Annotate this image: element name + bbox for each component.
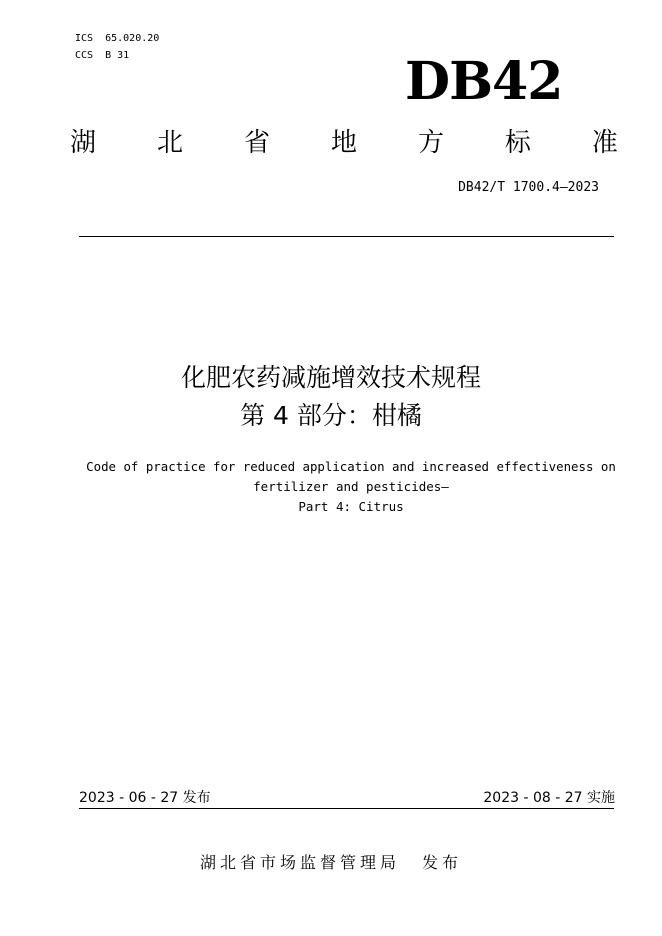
db42-logo: DB42: [405, 51, 563, 112]
issuer-name: 湖北省市场监督管理局: [199, 853, 400, 872]
standard-type-char: 标: [504, 128, 531, 158]
standard-type-char: 湖: [70, 128, 97, 158]
bottom-divider: [79, 808, 614, 809]
standard-type-heading: [70, 126, 618, 160]
ics-code: ICS 65.020.20: [75, 33, 160, 44]
standard-number: DB42/T 1700.4—2023: [458, 180, 599, 195]
title-english-line: fertilizer and pesticides—: [253, 479, 449, 494]
title-english-line: Code of practice for reduced application and increased effectiveness on: [86, 459, 616, 474]
standard-type-char: 方: [417, 128, 444, 158]
issuer-action: 发布: [422, 853, 463, 872]
top-divider: [79, 236, 614, 237]
standard-type-char: 准: [591, 128, 618, 158]
publish-date: 2023 - 06 - 27 发布: [79, 790, 211, 806]
title-chinese-main: 化肥农药减施增效技术规程: [180, 363, 481, 392]
title-english-line: Part 4: Citrus: [298, 499, 404, 514]
issuer-line: [0, 852, 662, 874]
ccs-code: CCS B 31: [75, 50, 130, 61]
standard-type-char: 北: [156, 128, 183, 158]
standard-type-char: 省: [243, 128, 270, 158]
implement-date: 2023 - 08 - 27 实施: [483, 790, 615, 806]
standard-type-char: 地: [330, 128, 357, 158]
title-chinese-part: 第 4 部分：柑橘: [240, 401, 422, 430]
